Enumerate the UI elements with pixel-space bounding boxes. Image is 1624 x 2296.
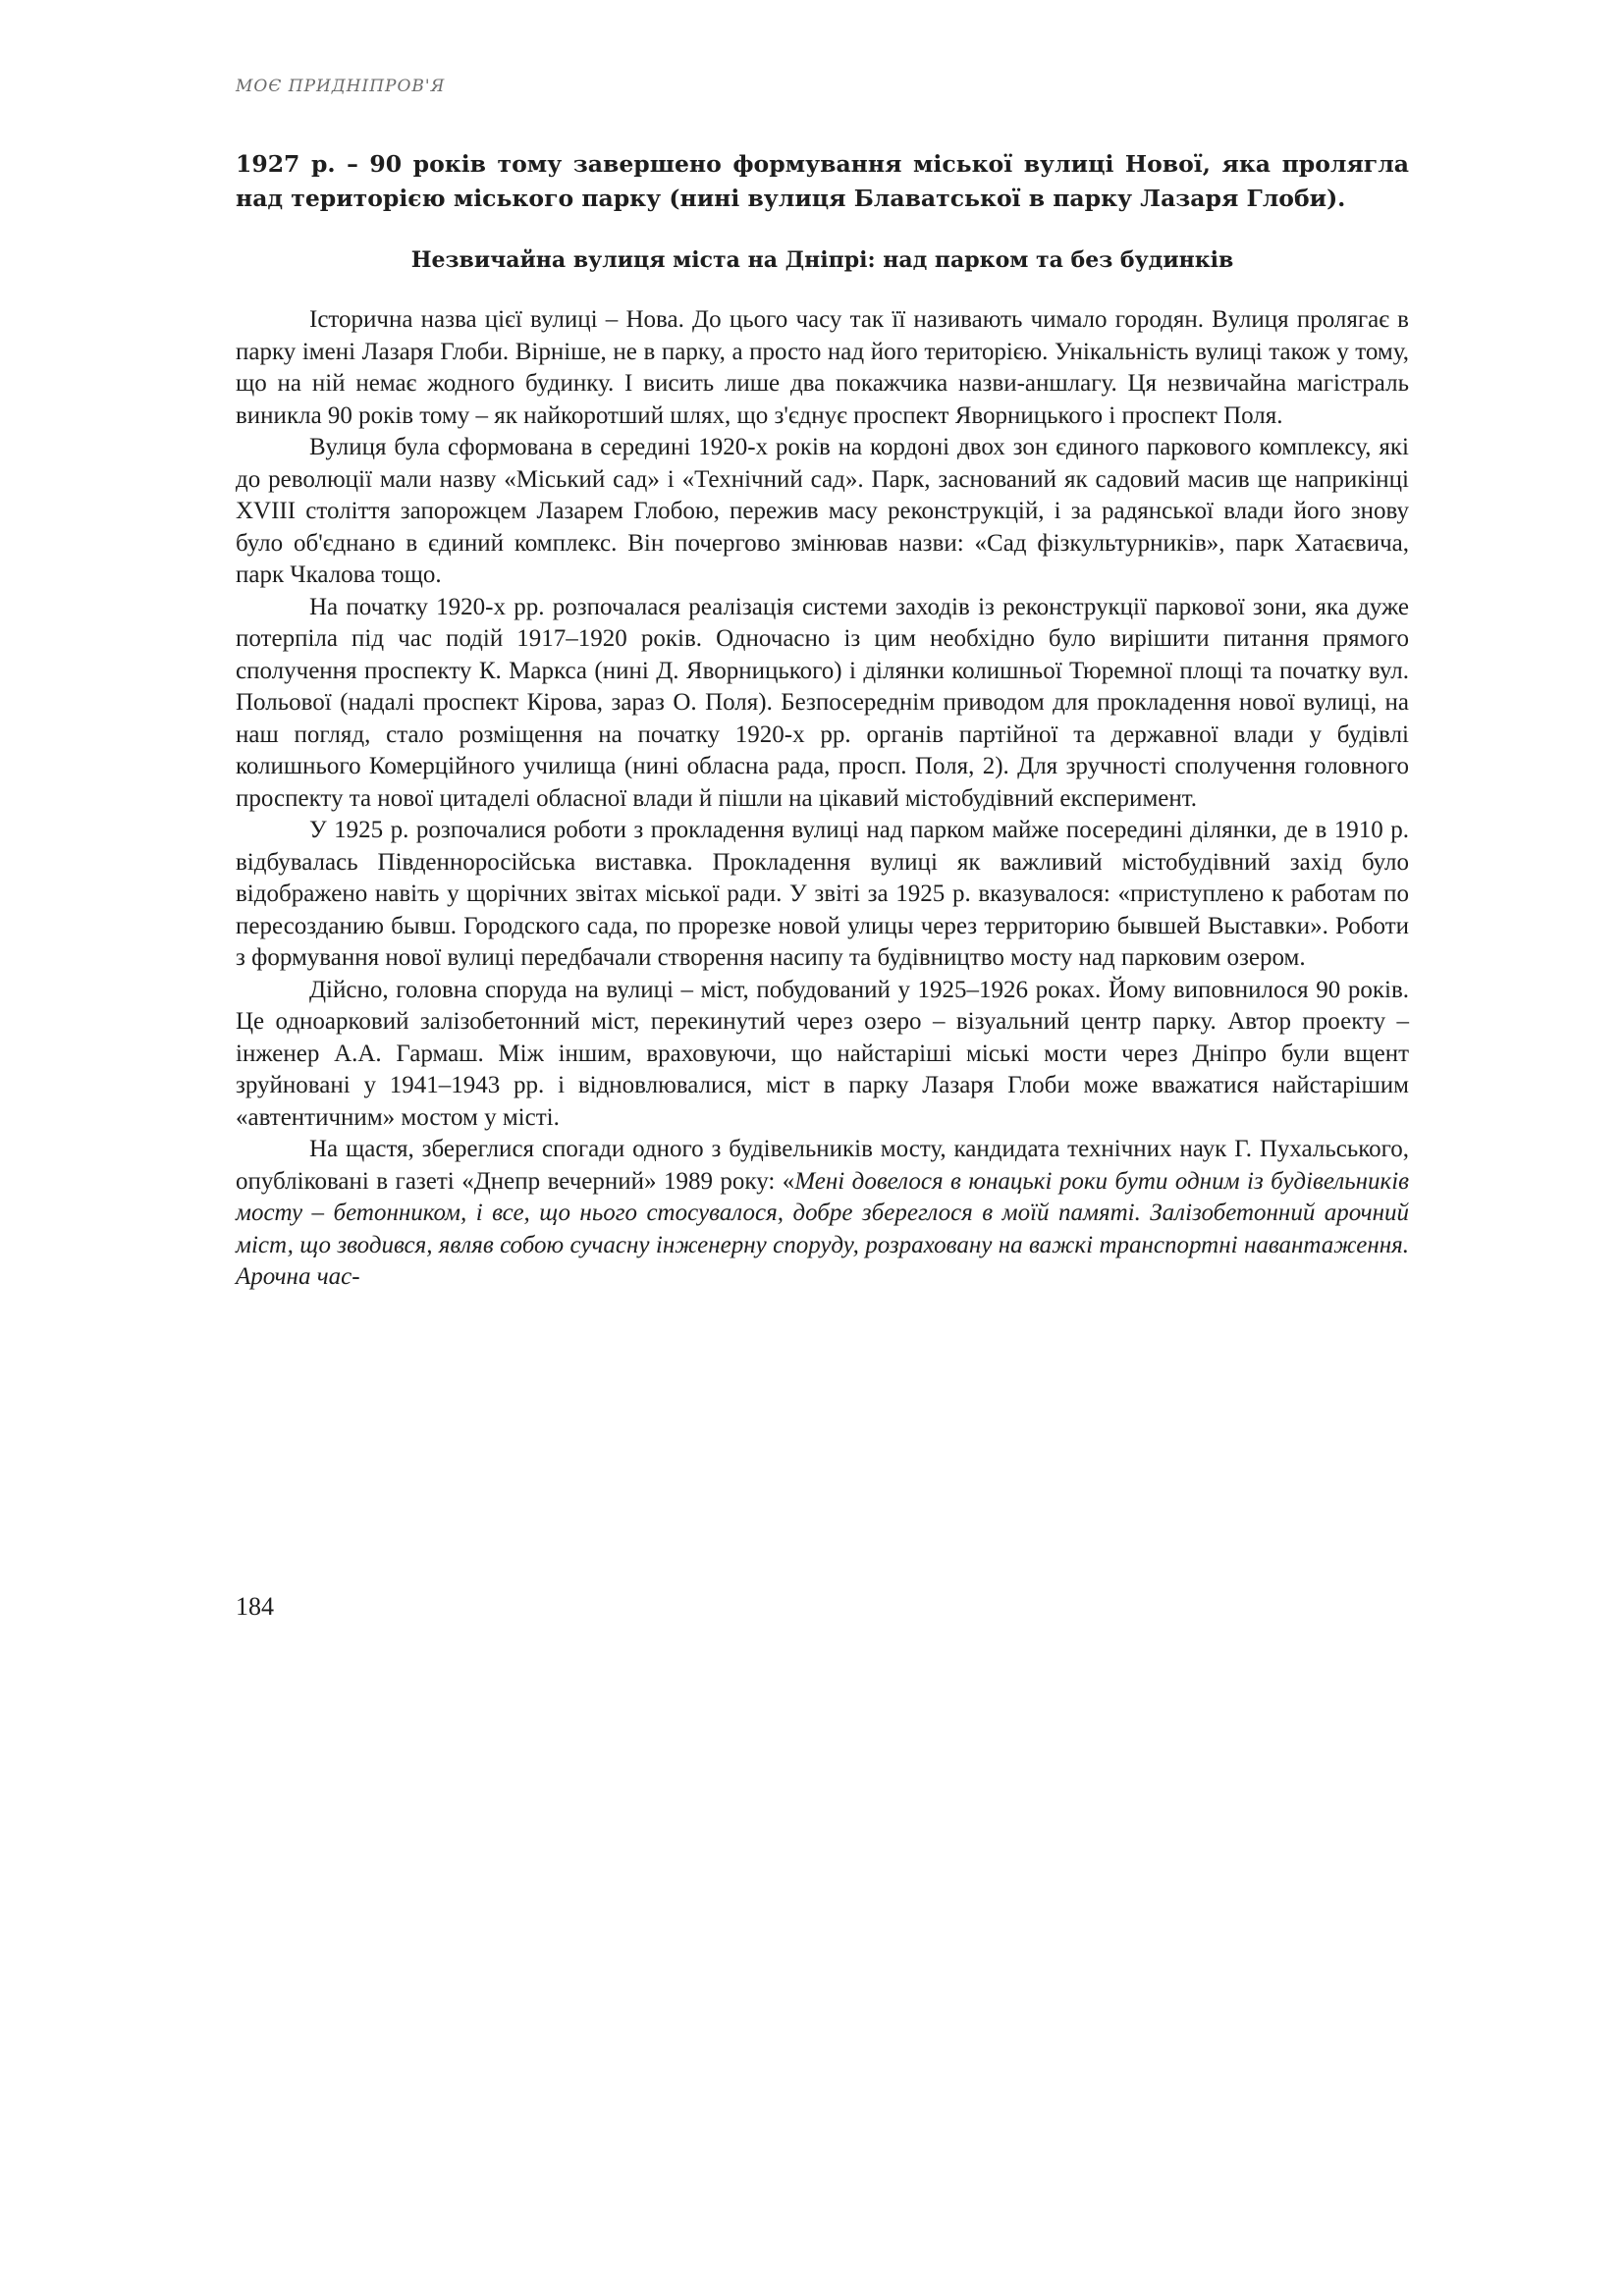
page xyxy=(236,77,1409,1294)
paragraph-3: На початку 1920-х рр. розпочалася реалізація системи заходів із реконструкції паркової зони, яка дуже потерпіла під час подій 1917–1920 років. Одночасно із цим необхідно було вирішити питання прямого сполучення проспекту К. Маркса (нині Д. Яворницького) і ділянки колишньої Тюремної площі та початку вул. Польової (надалі проспект Кірова, зараз О. Поля). Безпосереднім приводом для прокладення нової вулиці, на наш погляд, стало розміщення на початку 1920-х рр. органів партійної та державної влади у будівлі колишнього Комерційного училища (нині обласна рада, просп. Поля, 2). Для зручності сполучення головного проспекту та нової цитаделі обласної влади й пішли на цікавий містобудівний експеримент. xyxy=(236,593,1409,812)
article-headline: 1927 р. – 90 років тому завершено формування міської вулиці Нової, яка пролягла над територією міського парку (нині вулиця Блаватської в парку Лазаря Глоби). xyxy=(236,150,1409,212)
page-number: 184 xyxy=(236,1592,274,1621)
paragraph-6 xyxy=(236,1134,1409,1294)
article-body xyxy=(236,304,1409,1294)
paragraph-6-text: На щастя, збереглися спогади одного з будівельників мосту, кандидата технічних наук Г. Пухальського, опубліковані в газеті «Днепр вечерний» 1989 року: « xyxy=(236,1136,1409,1195)
article-subtitle: Незвичайна вулиця міста на Дніпрі: над парком та без будинків xyxy=(410,247,1234,273)
running-head: МОЄ ПРИДНІПРОВ'Я xyxy=(236,77,446,96)
paragraph-4: У 1925 р. розпочалися роботи з прокладення вулиці над парком майже посередині ділянки, де в 1910 р. відбувалась Південноросійська виставка. Прокладення вулиці як важливий містобудівний захід було відображено навіть у щорічних звітах міської ради. У звіті за 1925 р. вказувалося: «приступлено к работам по пересозданию бывш. Городского сада, по прорезке новой улицы через территорию бывшей Выставки». Роботи з формування нової вулиці передбачали створення насипу та будівництво мосту над парковим озером. xyxy=(236,817,1409,971)
paragraph-2: Вулиця була сформована в середині 1920-х років на кордоні двох зон єдиного паркового комплексу, які до революції мали назву «Міський сад» і «Технічний сад». Парк, заснований як садовий масив ще наприкінці XVIII століття запорожцем Лазарем Глобою, пережив масу реконструкцій, і за радянської влади його знову було об'єднано в єдиний комплекс. Він почергово змінював назви: «Сад фізкультурників», парк Хатаєвича, парк Чкалова тощо. xyxy=(236,434,1409,588)
paragraph-6-quote: Мені довелося в юнацькі роки бути одним із будівельників мосту – бетонником, і все, що нього стосувалося, добре збереглося в моїй памяті. Залізобетонний арочний міст, що зводився, являв собою сучасну інженерну споруду, розраховану на важкі транспортні навантаження. Арочна час- xyxy=(236,1167,1410,1290)
paragraph-5: Дійсно, головна споруда на вулиці – міст, побудований у 1925–1926 роках. Йому виповнилося 90 років. Це одноарковий залізобетонний міст, перекинутий через озеро – візуальний центр парку. Автор проекту – інженер А.А. Гармаш. Між іншим, враховуючи, що найстаріші міські мости через Дніпро були вщент зруйновані у 1941–1943 рр. і відновлювалися, міст в парку Лазаря Глоби може вважатися найстарішим «автентичним» мостом у місті. xyxy=(236,976,1409,1131)
paragraph-1: Історична назва цієї вулиці – Нова. До цього часу так її називають чимало городян. Вулиця пролягає в парку імені Лазаря Глоби. Вірніше, не в парку, а просто над його територією. Унікальність вулиці також у тому, що на ній немає жодного будинку. І висить лише два покажчика назви-аншлагу. Ця незвичайна магістраль виникла 90 років тому – як найкоротший шлях, що з'єднує проспект Яворницького і проспект Поля. xyxy=(236,306,1409,429)
